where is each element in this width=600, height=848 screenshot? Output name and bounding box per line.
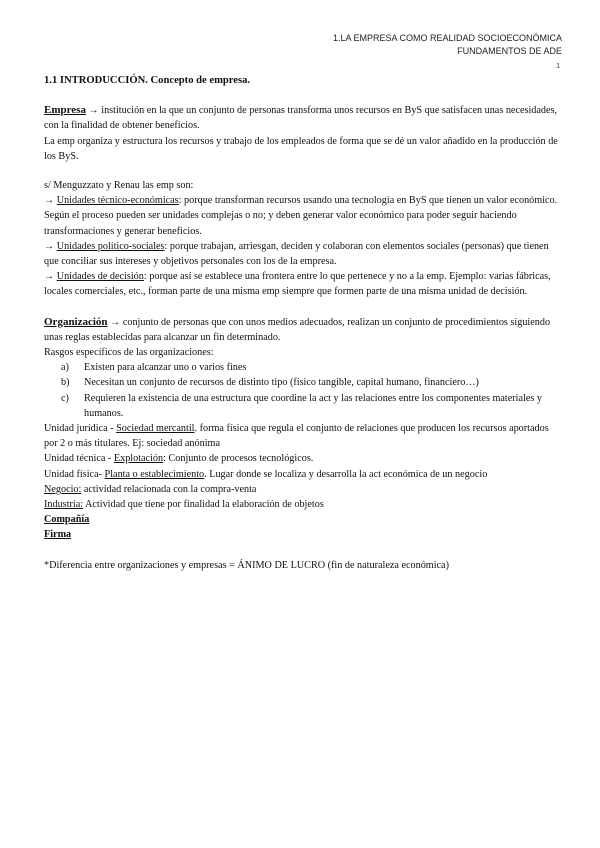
- u1-text: : porque transforman recursos usando una tecnología en ByS que tienen un valor económico.: [178, 195, 558, 207]
- rasgos-list: [44, 360, 564, 421]
- rasgos-intro: Rasgos específicos de las organizaciones:: [44, 347, 214, 359]
- u2-text: : porque trabajan, arriesgan, deciden y colaboran con elementos sociales (personas) que tienen que conciliar sus intereses y objetivos personales con los de la empresa.: [44, 240, 549, 268]
- organizacion-definition: [44, 315, 564, 345]
- arrow: →: [44, 240, 57, 252]
- fisica-text: . Lugar donde se localiza y desarrolla la act económica de un negocio: [204, 468, 488, 480]
- menguzzato-intro: s/ Menguzzato y Renau las emp son:: [44, 180, 194, 192]
- tecnica-prefix: Unidad técnica -: [44, 453, 114, 465]
- tecnica-term: Explotación: [113, 453, 164, 465]
- list-text: Necesitan un conjunto de recursos de distinto tipo (físico tangible, capital humano, financiero…): [84, 377, 479, 389]
- industria: [44, 497, 564, 512]
- empresa-def-text: → institución en la que un conjunto de personas transforma unos recursos en ByS que satisfacen unas necesidades, con la finalidad de obtener beneficios.: [44, 105, 558, 132]
- u2-label: Unidades político-sociales: [56, 240, 165, 252]
- negocio: [44, 482, 564, 497]
- unidad-juridica: [44, 421, 564, 451]
- header-chapter: 1.LA EMPRESA COMO REALIDAD SOCIOECONÓMICA: [332, 33, 562, 43]
- fisica-prefix: Unidad física-: [44, 468, 105, 480]
- unidad-fisica: [44, 467, 564, 482]
- firma-term: Firma: [44, 529, 72, 541]
- list-marker: b): [61, 377, 70, 389]
- organizacion-term: Organización: [44, 315, 108, 328]
- organizacion-def-text: → conjunto de personas que con unos medios adecuados, realizan un conjunto de procedimientos siguiendo unas reglas establecidas para alcanzar un fin determinado.: [44, 316, 551, 343]
- list-item: [44, 391, 564, 421]
- u1-extra: Según el proceso pueden ser unidades complejas o no; y deben generar valor económico para poder seguir haciendo transformaciones y generar beneficios.: [44, 210, 517, 237]
- arrow: →: [44, 195, 57, 207]
- page-number: 1: [556, 63, 560, 70]
- unidad-tecnico-economica: [44, 193, 564, 208]
- industria-term: Industria:: [44, 499, 84, 511]
- u3-label: Unidades de decisión: [56, 271, 144, 283]
- empresa-definition: [44, 103, 564, 133]
- negocio-text: actividad relacionada con la compra-venta: [81, 483, 257, 495]
- diferencia-note: *Diferencia entre organizaciones y empresas = ÁNIMO DE LUCRO (fin de naturaleza económica): [44, 559, 449, 571]
- empresa-line2: La emp organiza y estructura los recursos y trabajo de los empleados de forma que se dé un valor añadido en la producción de los ByS.: [44, 135, 558, 162]
- tecnica-text: : Conjunto de procesos tecnológicos.: [163, 453, 314, 465]
- u3-text: : porque así se establece una frontera entre lo que pertenece y no a la emp. Ejemplo: varias fábricas, locales comerciales, etc., forman parte de una misma emp siempre que formen parte de una misma unidad de decisión.: [44, 271, 551, 298]
- juridica-prefix: Unidad jurídica -: [44, 423, 117, 435]
- unidad-politico-social: [44, 239, 564, 269]
- juridica-text: . forma física que regula el conjunto de relaciones que producen los recursos aportados por 2 o más titulares. Ej: sociedad anónima: [44, 423, 549, 450]
- list-text: Existen para alcanzar uno o varios fines: [84, 362, 247, 374]
- arrow: →: [44, 271, 57, 283]
- u1-label: Unidades técnico-económicas: [56, 195, 179, 207]
- running-header: [333, 32, 562, 58]
- section-title: 1.1 INTRODUCCIÓN. Concepto de empresa.: [44, 75, 251, 86]
- document-body: [44, 73, 564, 573]
- unidad-tecnica: [44, 451, 564, 466]
- list-item: [44, 375, 564, 390]
- empresa-term: Empresa: [44, 104, 86, 117]
- list-text: Requieren la existencia de una estructura que coordine la act y las relaciones entre los componentes materiales y humanos.: [84, 392, 542, 419]
- juridica-term: Sociedad mercantil: [116, 423, 195, 435]
- list-marker: a): [61, 362, 69, 374]
- unidad-decision: [44, 269, 564, 299]
- industria-text: Actividad que tiene por finalidad la elaboración de objetos: [83, 499, 324, 511]
- compania-term: Compañía: [44, 514, 90, 526]
- negocio-term: Negocio:: [44, 483, 82, 495]
- list-marker: c): [61, 392, 69, 404]
- list-item: [44, 360, 564, 375]
- fisica-term: Planta o establecimiento: [104, 468, 205, 480]
- header-subject: FUNDAMENTOS DE ADE: [457, 46, 562, 56]
